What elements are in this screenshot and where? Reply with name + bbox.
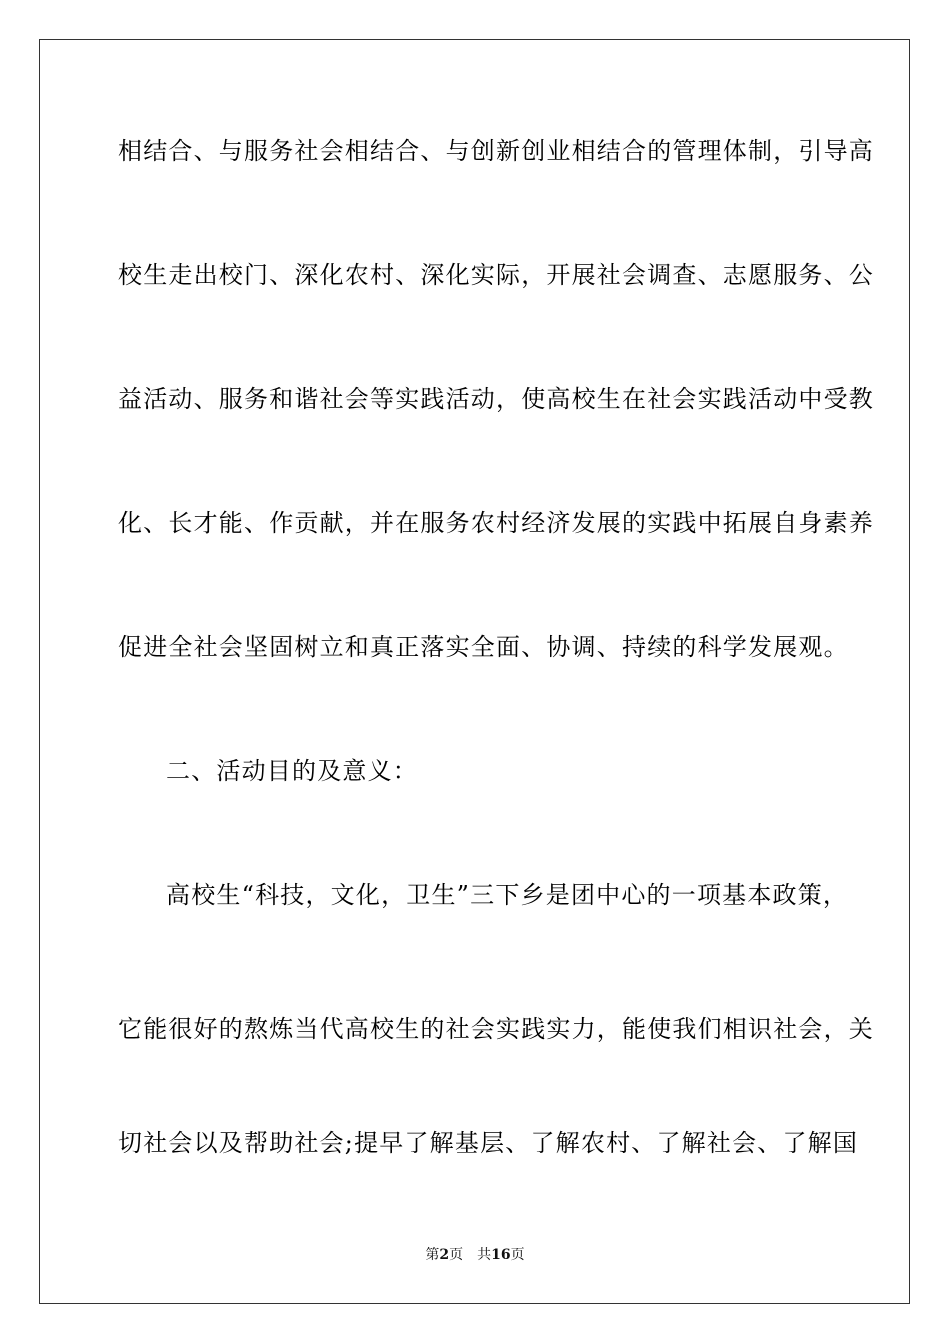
body-line-8: 它能很好的熬炼当代高校生的社会实践实力，能使我们相识社会，关 [118,1015,874,1043]
body-line-9: 切社会以及帮助社会;提早了解基层、了解农村、了解社会、了解国 [118,1129,859,1157]
body-line-2: 校生走出校门、深化农村、深化实际，开展社会调查、志愿服务、公 [118,261,874,289]
page-border [39,39,910,1304]
body-line-4: 化、长才能、作贡献，并在服务农村经济发展的实践中拓展自身素养 [118,509,874,537]
body-line-3: 益活动、服务和谐社会等实践活动，使高校生在社会实践活动中受教 [118,385,874,413]
body-line-7: 高校生“科技，文化，卫生”三下乡是团中心的一项基本政策， [166,881,849,909]
page-prefix: 第 [425,1247,440,1263]
section-heading: 二、活动目的及意义： [166,757,418,785]
body-line-5: 促进全社会坚固树立和真正落实全面、协调、持续的科学发展观。 [118,633,849,661]
total-suffix: 页 [510,1247,525,1263]
total-prefix: 共 [477,1247,492,1263]
body-line-1: 相结合、与服务社会相结合、与创新创业相结合的管理体制，引导高 [118,137,874,165]
total-pages: 16 [491,1247,511,1263]
page-footer [0,1246,950,1264]
page-number: 2 [439,1247,450,1263]
page-suffix: 页 [449,1247,464,1263]
